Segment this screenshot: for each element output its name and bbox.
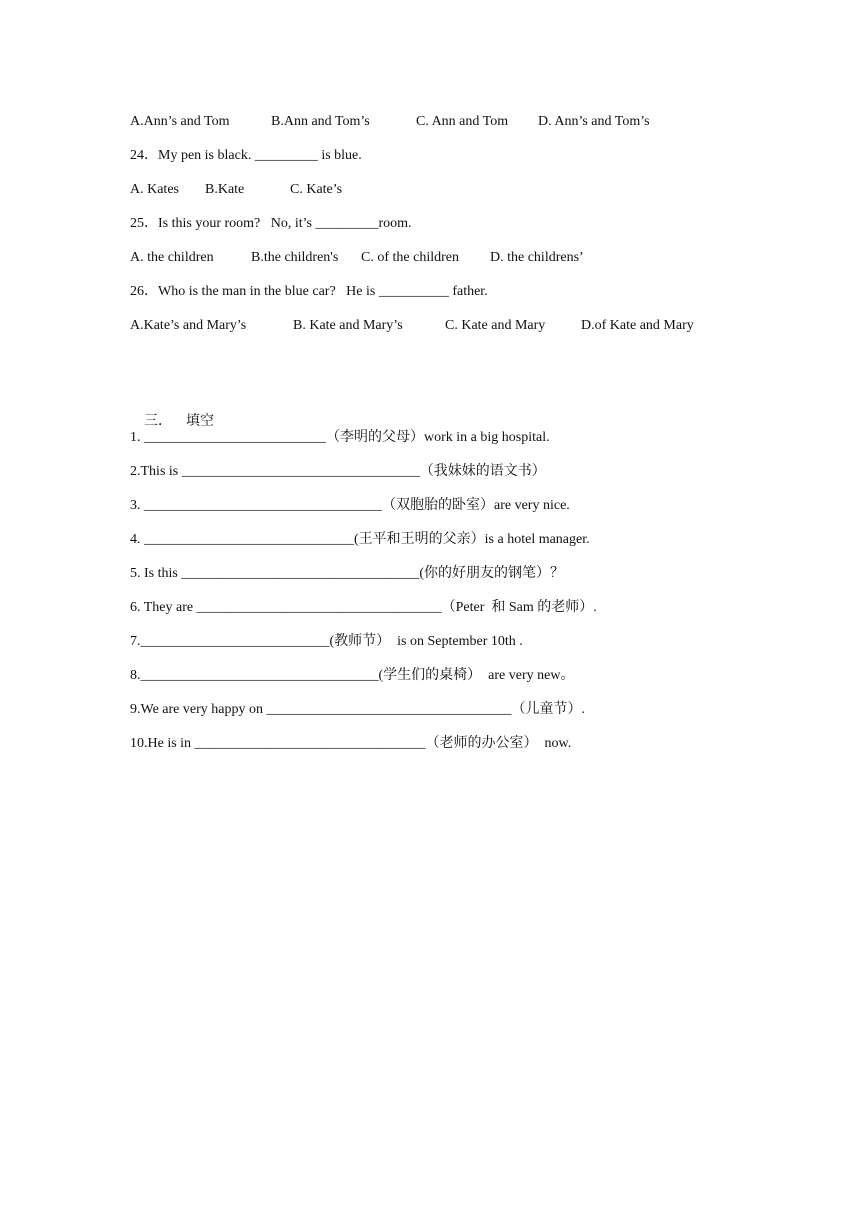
q26-option-a: A.Kate’s and Mary’s xyxy=(130,318,247,333)
fill-item: 1. __________________________（李明的父母）work in a big hospital. xyxy=(130,430,550,445)
q24-option-a: A. Kates xyxy=(130,182,179,197)
q23-option-d: D. Ann’s and Tom’s xyxy=(538,114,650,129)
fill-item: 2.This is __________________________________（我妹妹的语文书） xyxy=(130,464,546,479)
fill-item: 10.He is in _________________________________（老师的办公室） now. xyxy=(130,736,572,751)
fill-item: 6. They are ___________________________________（Peter 和 Sam 的老师）. xyxy=(130,600,597,615)
q25-option-c: C. of the children xyxy=(361,250,459,265)
fill-item: 5. Is this __________________________________(你的好朋友的钢笔）？ xyxy=(130,566,564,581)
q24-option-b: B.Kate xyxy=(205,182,245,197)
q25-option-a: A. the children xyxy=(130,250,214,265)
q25-option-d: D. the childrens’ xyxy=(490,250,584,265)
q26-option-b: B. Kate and Mary’s xyxy=(293,318,403,333)
q26-stem: 26．Who is the man in the blue car? He is __________ father. xyxy=(130,284,488,299)
q26-option-c: C. Kate and Mary xyxy=(445,318,546,333)
q24-stem: 24．My pen is black. _________ is blue. xyxy=(130,148,362,163)
q23-option-c: C. Ann and Tom xyxy=(416,114,509,129)
fill-item: 7.___________________________(教师节） is on September 10th . xyxy=(130,634,523,649)
q23-option-a: A.Ann’s and Tom xyxy=(130,114,230,129)
q23-option-b: B.Ann and Tom’s xyxy=(271,114,370,129)
fill-item: 9.We are very happy on ___________________________________（儿童节）. xyxy=(130,702,585,717)
fill-item: 4. ______________________________(王平和王明的父亲）is a hotel manager. xyxy=(130,532,590,547)
q25-option-b: B.the children's xyxy=(251,250,339,265)
section-title: 填空 xyxy=(186,414,214,429)
q26-option-d: D.of Kate and Mary xyxy=(581,318,694,333)
section-number: 三． xyxy=(144,414,172,429)
fill-item: 3. __________________________________（双胞胎的卧室）are very nice. xyxy=(130,498,570,513)
q24-option-c: C. Kate’s xyxy=(290,182,343,197)
fill-item: 8.__________________________________(学生们的桌椅） are very new。 xyxy=(130,668,575,683)
q25-stem: 25．Is this your room? No, it’s _________room. xyxy=(130,216,412,231)
